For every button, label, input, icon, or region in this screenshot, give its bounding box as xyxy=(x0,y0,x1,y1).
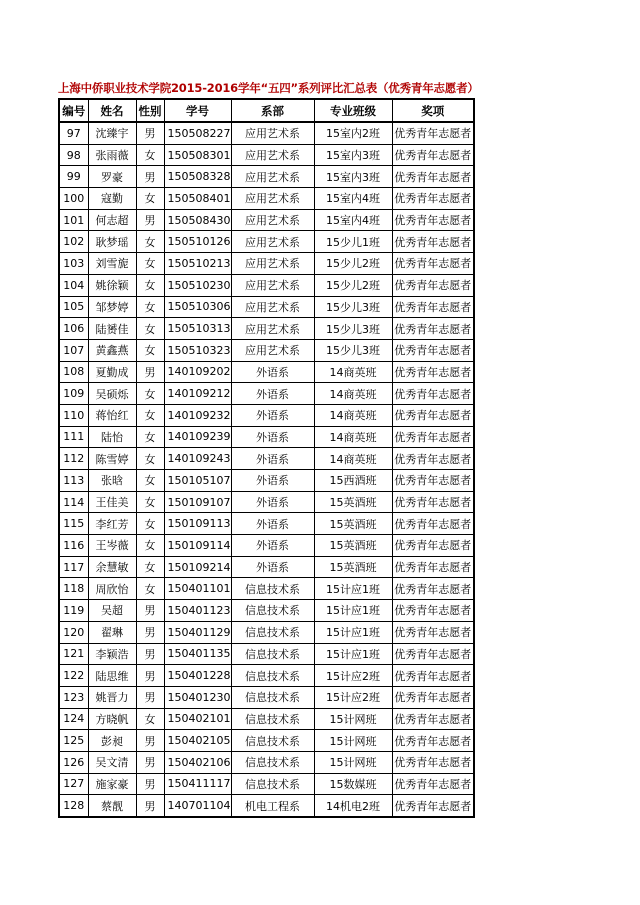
cell-student-id: 150411117 xyxy=(164,773,231,795)
cell-department: 外语系 xyxy=(231,513,314,535)
cell-number: 105 xyxy=(59,296,88,318)
cell-class: 15计应2班 xyxy=(314,665,392,687)
column-header-award: 奖项 xyxy=(392,99,474,122)
cell-student-id: 150401135 xyxy=(164,643,231,665)
cell-award: 优秀青年志愿者 xyxy=(392,231,474,253)
cell-class: 15少儿3班 xyxy=(314,318,392,340)
cell-gender: 男 xyxy=(136,166,164,188)
cell-number: 98 xyxy=(59,144,88,166)
cell-student-id: 150109107 xyxy=(164,491,231,513)
cell-gender: 男 xyxy=(136,665,164,687)
cell-award: 优秀青年志愿者 xyxy=(392,556,474,578)
cell-student-id: 150510126 xyxy=(164,231,231,253)
table-row xyxy=(59,361,474,383)
cell-gender: 女 xyxy=(136,144,164,166)
cell-number: 122 xyxy=(59,665,88,687)
cell-name: 翟琳 xyxy=(88,621,136,643)
cell-name: 李颖浩 xyxy=(88,643,136,665)
cell-class: 15英酒班 xyxy=(314,491,392,513)
cell-class: 14商英班 xyxy=(314,426,392,448)
cell-gender: 女 xyxy=(136,513,164,535)
cell-class: 15计网班 xyxy=(314,730,392,752)
cell-award: 优秀青年志愿者 xyxy=(392,188,474,210)
cell-class: 15室内3班 xyxy=(314,144,392,166)
cell-name: 耿梦瑶 xyxy=(88,231,136,253)
cell-name: 吴超 xyxy=(88,600,136,622)
cell-gender: 女 xyxy=(136,274,164,296)
table-row xyxy=(59,621,474,643)
table-row xyxy=(59,144,474,166)
cell-number: 124 xyxy=(59,708,88,730)
cell-gender: 女 xyxy=(136,470,164,492)
column-header-name: 姓名 xyxy=(88,99,136,122)
cell-student-id: 140701104 xyxy=(164,795,231,817)
cell-student-id: 150109214 xyxy=(164,556,231,578)
table-body xyxy=(59,122,474,817)
cell-name: 何志超 xyxy=(88,209,136,231)
cell-award: 优秀青年志愿者 xyxy=(392,513,474,535)
cell-class: 14商英班 xyxy=(314,383,392,405)
cell-number: 97 xyxy=(59,122,88,144)
cell-award: 优秀青年志愿者 xyxy=(392,274,474,296)
cell-department: 外语系 xyxy=(231,426,314,448)
cell-name: 邹梦婷 xyxy=(88,296,136,318)
cell-award: 优秀青年志愿者 xyxy=(392,751,474,773)
table-row xyxy=(59,795,474,817)
cell-class: 15英酒班 xyxy=(314,513,392,535)
table-row xyxy=(59,404,474,426)
cell-number: 127 xyxy=(59,773,88,795)
cell-number: 111 xyxy=(59,426,88,448)
cell-class: 15室内3班 xyxy=(314,166,392,188)
cell-department: 应用艺术系 xyxy=(231,274,314,296)
cell-gender: 女 xyxy=(136,231,164,253)
cell-class: 15计应1班 xyxy=(314,578,392,600)
cell-class: 14商英班 xyxy=(314,404,392,426)
cell-award: 优秀青年志愿者 xyxy=(392,491,474,513)
cell-department: 应用艺术系 xyxy=(231,296,314,318)
cell-gender: 女 xyxy=(136,188,164,210)
table-row xyxy=(59,296,474,318)
cell-department: 外语系 xyxy=(231,491,314,513)
cell-gender: 女 xyxy=(136,491,164,513)
cell-department: 信息技术系 xyxy=(231,621,314,643)
cell-gender: 女 xyxy=(136,318,164,340)
cell-award: 优秀青年志愿者 xyxy=(392,600,474,622)
cell-gender: 男 xyxy=(136,621,164,643)
cell-gender: 男 xyxy=(136,795,164,817)
cell-class: 15计应1班 xyxy=(314,600,392,622)
cell-award: 优秀青年志愿者 xyxy=(392,339,474,361)
cell-gender: 女 xyxy=(136,426,164,448)
cell-award: 优秀青年志愿者 xyxy=(392,209,474,231)
cell-number: 101 xyxy=(59,209,88,231)
cell-number: 112 xyxy=(59,448,88,470)
cell-department: 信息技术系 xyxy=(231,708,314,730)
cell-award: 优秀青年志愿者 xyxy=(392,426,474,448)
cell-class: 14商英班 xyxy=(314,361,392,383)
cell-name: 沈臻宇 xyxy=(88,122,136,144)
cell-name: 王佳美 xyxy=(88,491,136,513)
table-row xyxy=(59,751,474,773)
table-row xyxy=(59,188,474,210)
cell-number: 116 xyxy=(59,535,88,557)
cell-department: 应用艺术系 xyxy=(231,188,314,210)
cell-student-id: 150508301 xyxy=(164,144,231,166)
table-row xyxy=(59,318,474,340)
cell-name: 陆怡 xyxy=(88,426,136,448)
cell-department: 信息技术系 xyxy=(231,686,314,708)
cell-department: 信息技术系 xyxy=(231,665,314,687)
cell-number: 117 xyxy=(59,556,88,578)
table-row xyxy=(59,209,474,231)
cell-class: 15计应1班 xyxy=(314,621,392,643)
cell-number: 104 xyxy=(59,274,88,296)
table-row xyxy=(59,556,474,578)
cell-award: 优秀青年志愿者 xyxy=(392,643,474,665)
cell-department: 外语系 xyxy=(231,448,314,470)
cell-class: 15计应1班 xyxy=(314,643,392,665)
table-row xyxy=(59,166,474,188)
cell-department: 应用艺术系 xyxy=(231,339,314,361)
cell-student-id: 150510306 xyxy=(164,296,231,318)
cell-department: 信息技术系 xyxy=(231,578,314,600)
cell-gender: 女 xyxy=(136,404,164,426)
cell-name: 吴文清 xyxy=(88,751,136,773)
table-row xyxy=(59,578,474,600)
cell-gender: 男 xyxy=(136,209,164,231)
column-header-class: 专业班级 xyxy=(314,99,392,122)
cell-award: 优秀青年志愿者 xyxy=(392,621,474,643)
cell-gender: 女 xyxy=(136,578,164,600)
cell-class: 15计应2班 xyxy=(314,686,392,708)
cell-number: 119 xyxy=(59,600,88,622)
award-table xyxy=(58,98,475,818)
cell-department: 应用艺术系 xyxy=(231,318,314,340)
cell-gender: 女 xyxy=(136,253,164,275)
cell-name: 吴硕烁 xyxy=(88,383,136,405)
cell-class: 15少儿3班 xyxy=(314,339,392,361)
cell-name: 罗豪 xyxy=(88,166,136,188)
cell-number: 100 xyxy=(59,188,88,210)
cell-number: 108 xyxy=(59,361,88,383)
cell-name: 余慧敏 xyxy=(88,556,136,578)
table-row xyxy=(59,383,474,405)
cell-class: 15室内4班 xyxy=(314,188,392,210)
cell-department: 信息技术系 xyxy=(231,773,314,795)
cell-student-id: 140109239 xyxy=(164,426,231,448)
cell-class: 15计网班 xyxy=(314,751,392,773)
column-header-department: 系部 xyxy=(231,99,314,122)
cell-gender: 男 xyxy=(136,122,164,144)
cell-award: 优秀青年志愿者 xyxy=(392,686,474,708)
cell-award: 优秀青年志愿者 xyxy=(392,535,474,557)
cell-department: 外语系 xyxy=(231,470,314,492)
cell-number: 125 xyxy=(59,730,88,752)
table-row xyxy=(59,491,474,513)
cell-award: 优秀青年志愿者 xyxy=(392,730,474,752)
column-header-number: 编号 xyxy=(59,99,88,122)
cell-class: 15少儿1班 xyxy=(314,231,392,253)
cell-student-id: 150508227 xyxy=(164,122,231,144)
cell-award: 优秀青年志愿者 xyxy=(392,383,474,405)
cell-department: 应用艺术系 xyxy=(231,144,314,166)
cell-gender: 女 xyxy=(136,535,164,557)
cell-name: 周欣怡 xyxy=(88,578,136,600)
cell-class: 15少儿2班 xyxy=(314,274,392,296)
cell-student-id: 140109232 xyxy=(164,404,231,426)
cell-name: 张雨薇 xyxy=(88,144,136,166)
cell-class: 15少儿3班 xyxy=(314,296,392,318)
cell-department: 应用艺术系 xyxy=(231,122,314,144)
cell-gender: 男 xyxy=(136,751,164,773)
cell-award: 优秀青年志愿者 xyxy=(392,665,474,687)
cell-name: 张晗 xyxy=(88,470,136,492)
cell-department: 外语系 xyxy=(231,383,314,405)
cell-department: 外语系 xyxy=(231,535,314,557)
table-row xyxy=(59,231,474,253)
cell-class: 15数媒班 xyxy=(314,773,392,795)
cell-name: 蔡靓 xyxy=(88,795,136,817)
cell-number: 114 xyxy=(59,491,88,513)
cell-class: 15室内2班 xyxy=(314,122,392,144)
cell-student-id: 150510230 xyxy=(164,274,231,296)
cell-class: 15室内4班 xyxy=(314,209,392,231)
cell-student-id: 150401101 xyxy=(164,578,231,600)
table-row xyxy=(59,274,474,296)
cell-number: 120 xyxy=(59,621,88,643)
cell-student-id: 150508430 xyxy=(164,209,231,231)
cell-number: 102 xyxy=(59,231,88,253)
cell-name: 李红芳 xyxy=(88,513,136,535)
cell-name: 刘雪旎 xyxy=(88,253,136,275)
cell-award: 优秀青年志愿者 xyxy=(392,795,474,817)
cell-department: 机电工程系 xyxy=(231,795,314,817)
table-row xyxy=(59,665,474,687)
cell-number: 128 xyxy=(59,795,88,817)
cell-award: 优秀青年志愿者 xyxy=(392,708,474,730)
table-row xyxy=(59,708,474,730)
cell-number: 109 xyxy=(59,383,88,405)
cell-student-id: 140109202 xyxy=(164,361,231,383)
cell-gender: 男 xyxy=(136,730,164,752)
cell-name: 彭昶 xyxy=(88,730,136,752)
table-row xyxy=(59,686,474,708)
cell-award: 优秀青年志愿者 xyxy=(392,122,474,144)
cell-student-id: 150109114 xyxy=(164,535,231,557)
cell-student-id: 150402101 xyxy=(164,708,231,730)
cell-class: 15少儿2班 xyxy=(314,253,392,275)
cell-number: 106 xyxy=(59,318,88,340)
table-row xyxy=(59,426,474,448)
document-title: 上海中侨职业技术学院2015-2016学年“五四”系列评比汇总表（优秀青年志愿者） xyxy=(58,81,479,95)
cell-gender: 男 xyxy=(136,361,164,383)
table-row xyxy=(59,730,474,752)
column-header-gender: 性别 xyxy=(136,99,164,122)
cell-award: 优秀青年志愿者 xyxy=(392,296,474,318)
cell-award: 优秀青年志愿者 xyxy=(392,404,474,426)
cell-department: 外语系 xyxy=(231,361,314,383)
cell-class: 14机电2班 xyxy=(314,795,392,817)
cell-name: 陆思维 xyxy=(88,665,136,687)
cell-name: 陆赟佳 xyxy=(88,318,136,340)
table-row xyxy=(59,600,474,622)
cell-number: 115 xyxy=(59,513,88,535)
cell-number: 121 xyxy=(59,643,88,665)
cell-department: 信息技术系 xyxy=(231,730,314,752)
cell-award: 优秀青年志愿者 xyxy=(392,773,474,795)
cell-class: 15计网班 xyxy=(314,708,392,730)
cell-name: 寇勤 xyxy=(88,188,136,210)
cell-number: 103 xyxy=(59,253,88,275)
table-header xyxy=(59,99,474,122)
cell-gender: 男 xyxy=(136,686,164,708)
table-row xyxy=(59,643,474,665)
cell-student-id: 150401129 xyxy=(164,621,231,643)
cell-student-id: 150401123 xyxy=(164,600,231,622)
cell-award: 优秀青年志愿者 xyxy=(392,448,474,470)
cell-student-id: 150402105 xyxy=(164,730,231,752)
cell-gender: 女 xyxy=(136,708,164,730)
cell-number: 118 xyxy=(59,578,88,600)
table-row xyxy=(59,773,474,795)
cell-student-id: 150109113 xyxy=(164,513,231,535)
cell-gender: 女 xyxy=(136,383,164,405)
cell-gender: 女 xyxy=(136,448,164,470)
cell-student-id: 150510213 xyxy=(164,253,231,275)
cell-student-id: 150401230 xyxy=(164,686,231,708)
cell-name: 姚徐颖 xyxy=(88,274,136,296)
cell-award: 优秀青年志愿者 xyxy=(392,166,474,188)
cell-gender: 女 xyxy=(136,556,164,578)
cell-name: 陈雪婷 xyxy=(88,448,136,470)
cell-department: 应用艺术系 xyxy=(231,231,314,253)
column-header-student-id: 学号 xyxy=(164,99,231,122)
cell-award: 优秀青年志愿者 xyxy=(392,361,474,383)
cell-number: 110 xyxy=(59,404,88,426)
cell-class: 15英酒班 xyxy=(314,535,392,557)
cell-name: 方晓帆 xyxy=(88,708,136,730)
cell-student-id: 140109212 xyxy=(164,383,231,405)
cell-department: 应用艺术系 xyxy=(231,166,314,188)
cell-class: 15西酒班 xyxy=(314,470,392,492)
table-row xyxy=(59,122,474,144)
cell-name: 蒋怡红 xyxy=(88,404,136,426)
cell-gender: 女 xyxy=(136,296,164,318)
cell-name: 施家豪 xyxy=(88,773,136,795)
cell-name: 王岑薇 xyxy=(88,535,136,557)
table-row xyxy=(59,513,474,535)
cell-name: 夏勤成 xyxy=(88,361,136,383)
cell-department: 信息技术系 xyxy=(231,643,314,665)
cell-award: 优秀青年志愿者 xyxy=(392,470,474,492)
cell-gender: 女 xyxy=(136,339,164,361)
cell-name: 姚晋力 xyxy=(88,686,136,708)
cell-student-id: 140109243 xyxy=(164,448,231,470)
cell-student-id: 150402106 xyxy=(164,751,231,773)
cell-number: 123 xyxy=(59,686,88,708)
cell-student-id: 150510323 xyxy=(164,339,231,361)
cell-department: 信息技术系 xyxy=(231,600,314,622)
table-row xyxy=(59,470,474,492)
table-row xyxy=(59,535,474,557)
cell-department: 外语系 xyxy=(231,556,314,578)
cell-gender: 男 xyxy=(136,773,164,795)
table-row xyxy=(59,448,474,470)
cell-gender: 男 xyxy=(136,643,164,665)
cell-number: 126 xyxy=(59,751,88,773)
cell-number: 107 xyxy=(59,339,88,361)
cell-award: 优秀青年志愿者 xyxy=(392,318,474,340)
cell-award: 优秀青年志愿者 xyxy=(392,578,474,600)
cell-student-id: 150105107 xyxy=(164,470,231,492)
cell-student-id: 150510313 xyxy=(164,318,231,340)
cell-department: 应用艺术系 xyxy=(231,253,314,275)
cell-student-id: 150508401 xyxy=(164,188,231,210)
cell-student-id: 150401228 xyxy=(164,665,231,687)
cell-student-id: 150508328 xyxy=(164,166,231,188)
cell-number: 113 xyxy=(59,470,88,492)
cell-class: 15英酒班 xyxy=(314,556,392,578)
cell-award: 优秀青年志愿者 xyxy=(392,253,474,275)
cell-department: 外语系 xyxy=(231,404,314,426)
cell-department: 应用艺术系 xyxy=(231,209,314,231)
table-row xyxy=(59,339,474,361)
cell-class: 14商英班 xyxy=(314,448,392,470)
cell-department: 信息技术系 xyxy=(231,751,314,773)
cell-award: 优秀青年志愿者 xyxy=(392,144,474,166)
table-row xyxy=(59,253,474,275)
cell-number: 99 xyxy=(59,166,88,188)
cell-gender: 男 xyxy=(136,600,164,622)
cell-name: 黄鑫燕 xyxy=(88,339,136,361)
